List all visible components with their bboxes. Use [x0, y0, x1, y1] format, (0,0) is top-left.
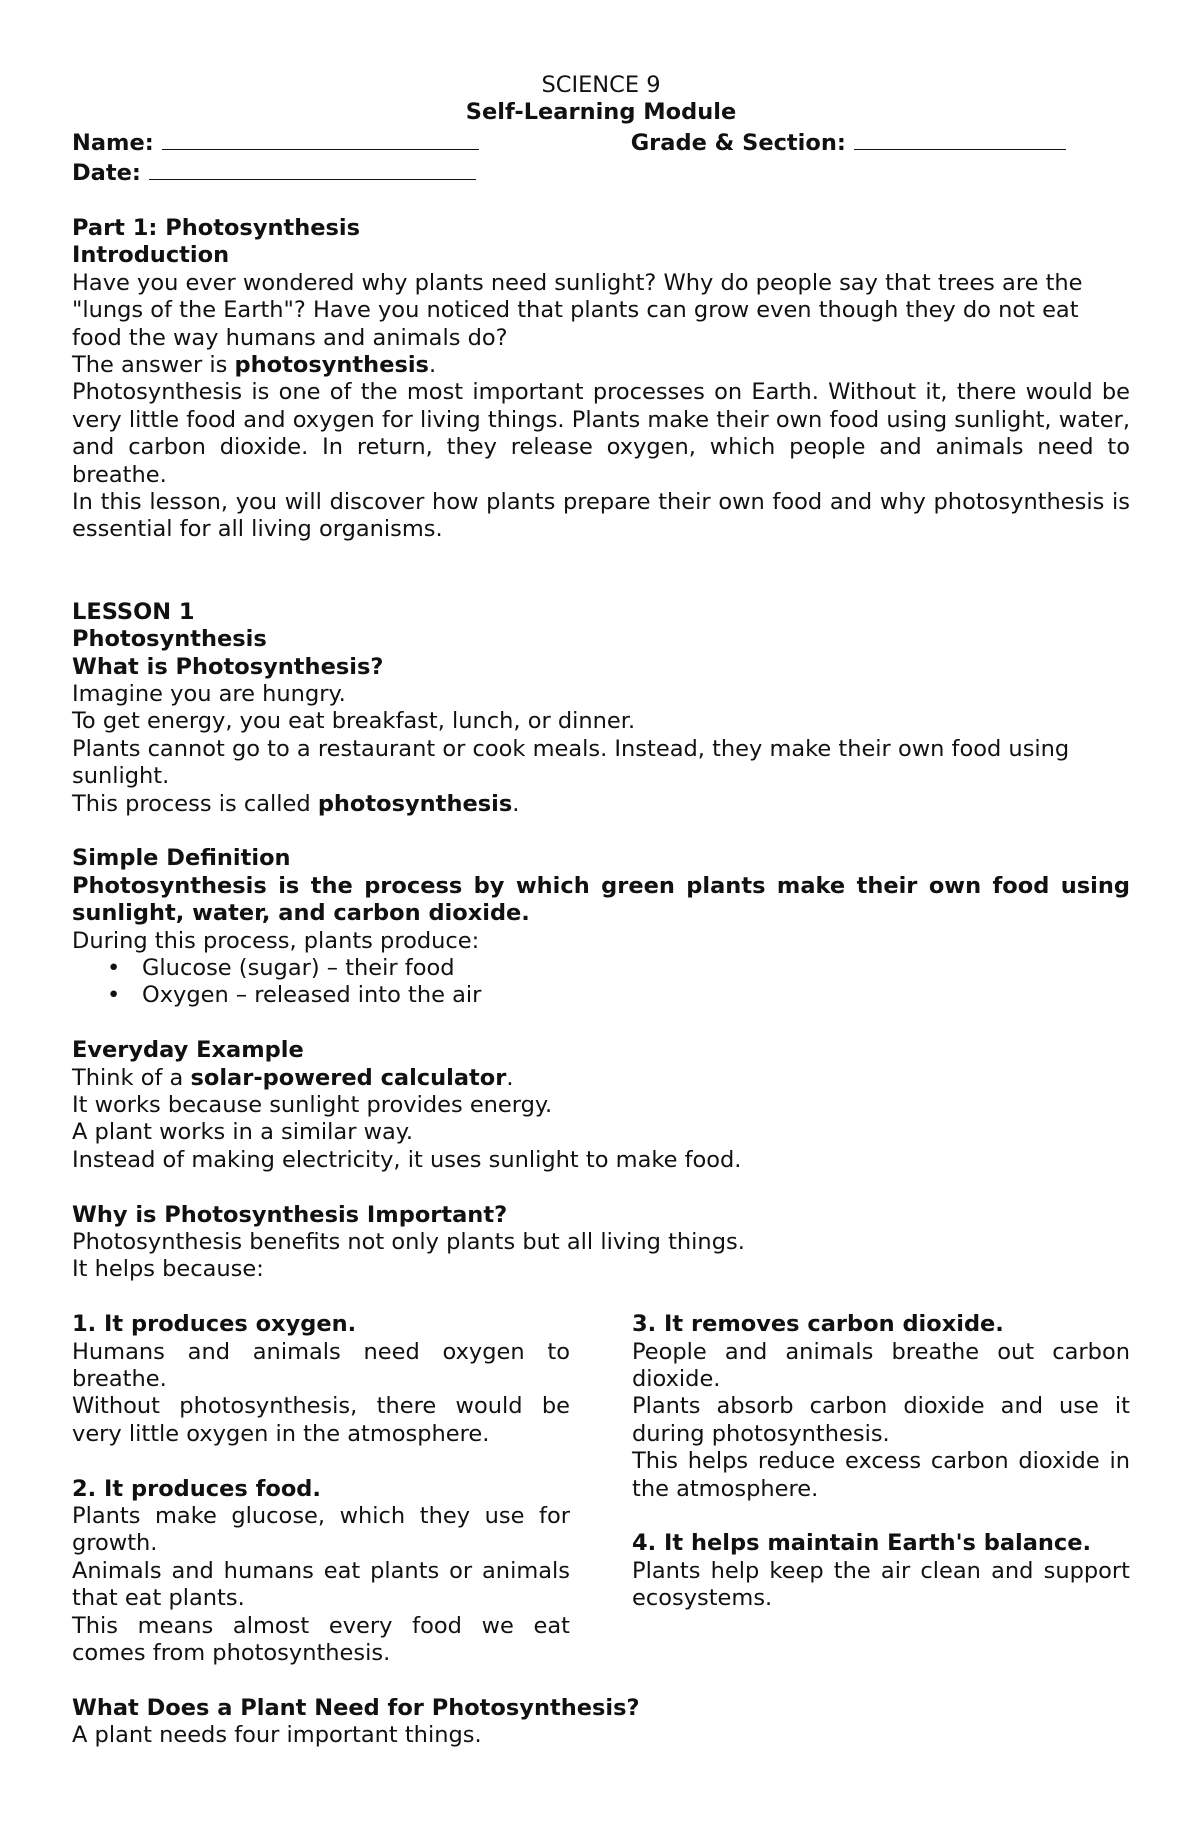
definition-text: Photosynthesis is the process by which green plants make their own food using sunlight, water, and carbon dioxide.	[72, 872, 1130, 927]
what-line-2: To get energy, you eat breakfast, lunch, or dinner.	[72, 708, 636, 735]
reason-title: 1. It produces oxygen.	[72, 1311, 357, 1338]
example-line-1: Think of a solar-powered calculator.	[72, 1064, 514, 1091]
example-heading: Everyday Example	[72, 1037, 304, 1064]
list-item: • Glucose (sugar) – their food	[142, 955, 1130, 982]
reason-line: Plants make glucose, which they use for growth.	[72, 1503, 570, 1557]
example-line-4: Instead of making electricity, it uses sunlight to make food.	[72, 1146, 742, 1173]
list-item: • Oxygen – released into the air	[142, 982, 1130, 1009]
reason-line: Plants help keep the air clean and support ecosystems.	[632, 1557, 1130, 1612]
produce-intro: During this process, plants produce:	[72, 927, 480, 954]
date-row	[72, 157, 1130, 187]
intro-paragraph-3: In this lesson, you will discover how plants prepare their own food and why photosynthesis is essential for all living organisms.	[72, 489, 1130, 543]
reason-line: People and animals breathe out carbon dioxide.	[632, 1338, 1130, 1392]
reason-line: This means almost every food we eat comes from photosynthesis.	[72, 1612, 570, 1667]
date-field[interactable]	[149, 157, 476, 180]
reason-title: 4. It helps maintain Earth's balance.	[632, 1530, 1092, 1557]
need-line-1: A plant needs four important things.	[72, 1722, 482, 1749]
produce-list	[72, 955, 1130, 1010]
name-label: Name:	[72, 129, 154, 156]
name-field[interactable]	[162, 127, 479, 150]
part1-heading: Part 1: Photosynthesis	[72, 215, 361, 242]
intro-heading: Introduction	[72, 242, 230, 269]
reason-title: 3. It removes carbon dioxide.	[632, 1311, 1004, 1338]
reason-line: Humans and animals need oxygen to breathe.	[72, 1338, 570, 1392]
name-grade-row	[72, 127, 1130, 157]
why-line-1: Photosynthesis benefits not only plants but all living things.	[72, 1228, 745, 1255]
date-label: Date:	[72, 160, 141, 187]
reasons-left-column	[72, 1311, 570, 1667]
why-line-2: It helps because:	[72, 1256, 264, 1283]
reason-line: Animals and humans eat plants or animals that eat plants.	[72, 1557, 570, 1612]
module-title: SCIENCE 9	[541, 72, 661, 98]
process-called-line: This process is called photosynthesis.	[72, 790, 520, 817]
answer-line: The answer is photosynthesis.	[72, 352, 437, 379]
what-line-3: Plants cannot go to a restaurant or cook meals. Instead, they make their own food using sunlight.	[72, 735, 1070, 790]
what-heading: What is Photosynthesis?	[72, 653, 384, 680]
reason-line: Without photosynthesis, there would be very little oxygen in the atmosphere.	[72, 1393, 570, 1447]
grade-section-label: Grade & Section:	[630, 129, 846, 156]
reasons-columns	[72, 1311, 1130, 1667]
lesson-topic: Photosynthesis	[72, 626, 267, 653]
why-heading: Why is Photosynthesis Important?	[72, 1201, 508, 1228]
what-line-1: Imagine you are hungry.	[72, 680, 346, 707]
grade-section-field[interactable]	[854, 127, 1066, 150]
example-line-3: A plant works in a similar way.	[72, 1119, 414, 1146]
reasons-right-column	[632, 1311, 1130, 1667]
need-heading: What Does a Plant Need for Photosynthesis?	[72, 1694, 640, 1721]
lesson-label: LESSON 1	[72, 598, 195, 625]
module-subtitle: Self-Learning Module	[465, 99, 737, 126]
intro-paragraph-2: Photosynthesis is one of the most important processes on Earth. Without it, there would be very little food and oxygen for living things. Plants make their own food using sunlight, water, and carbon dioxide. In return, they release oxygen, which people and animals need to breathe.	[72, 379, 1130, 488]
reason-line: This helps reduce excess carbon dioxide in the atmosphere.	[632, 1448, 1130, 1502]
definition-heading: Simple Definition	[72, 845, 291, 872]
reason-title: 2. It produces food.	[72, 1475, 321, 1502]
reason-line: Plants absorb carbon dioxide and use it during photosynthesis.	[632, 1393, 1130, 1447]
intro-paragraph-1: Have you ever wondered why plants need sunlight? Why do people say that trees are the "lungs of the Earth"? Have you noticed that plants can grow even though they do not eat food the way humans and animals do?	[72, 269, 1083, 351]
example-line-2: It works because sunlight provides energy.	[72, 1091, 553, 1118]
